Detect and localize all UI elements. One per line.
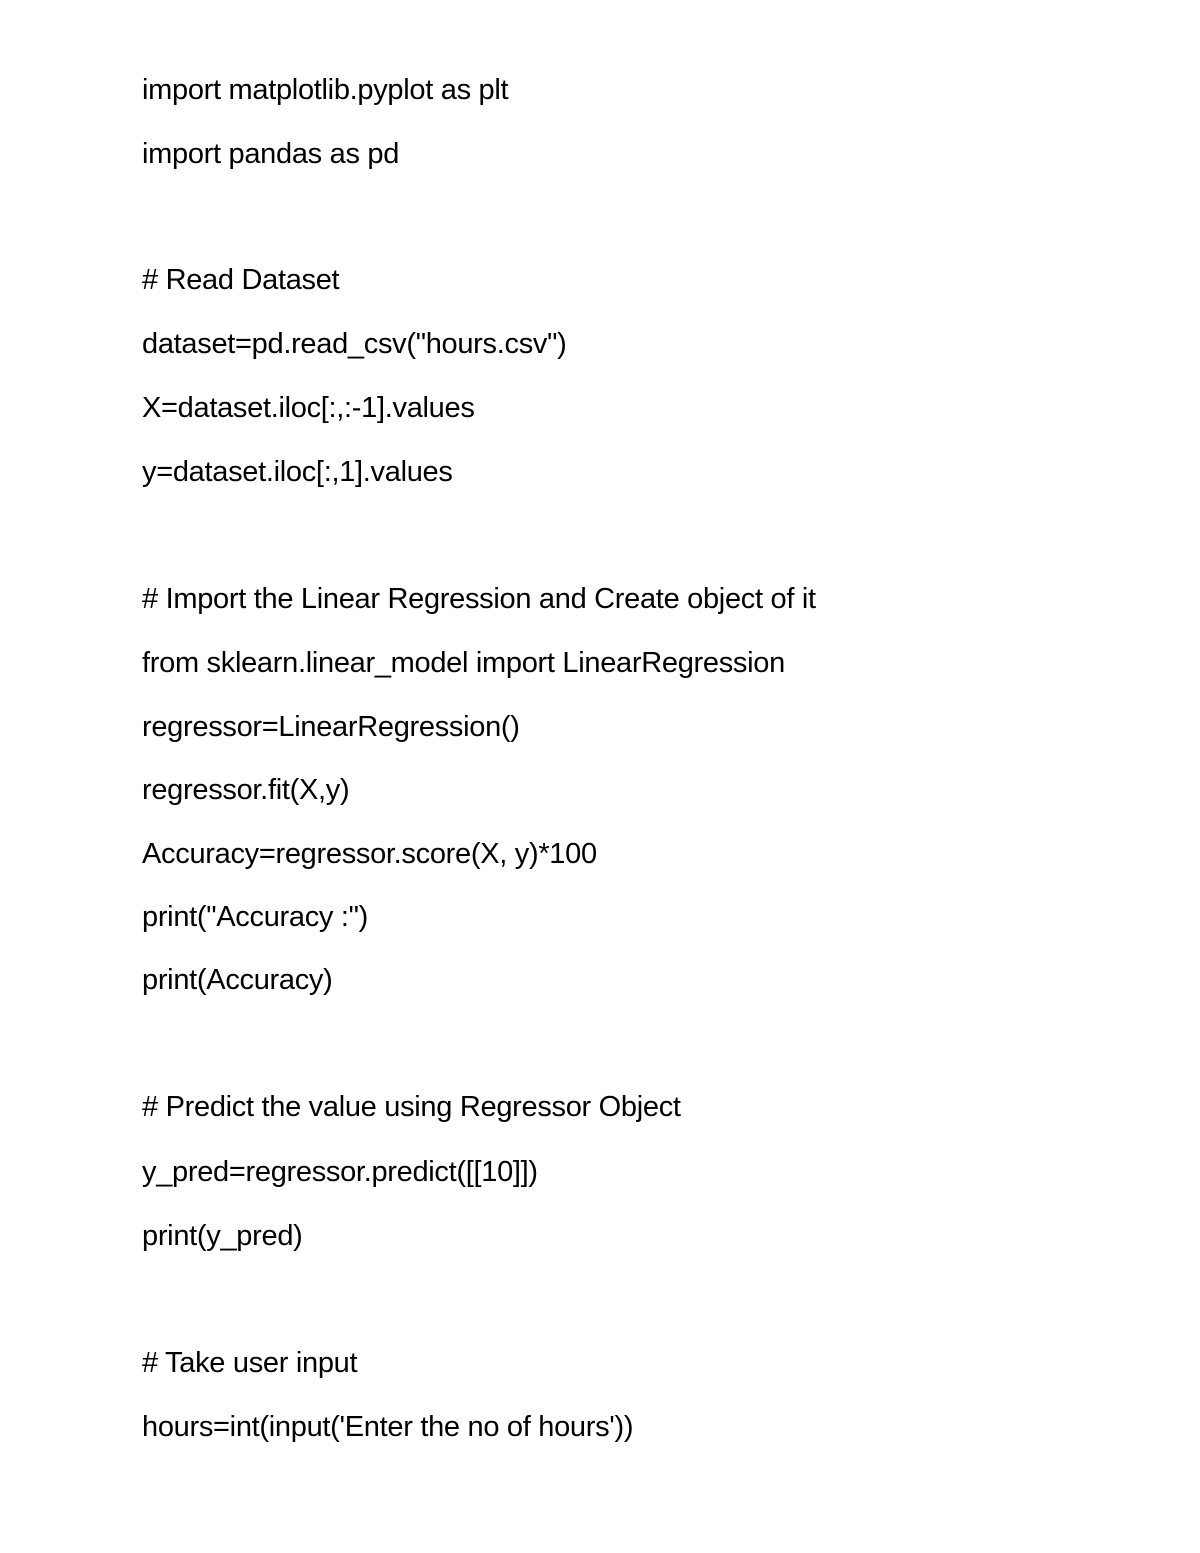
code-line-fit: regressor.fit(X,y)	[142, 774, 350, 806]
code-line-print-prediction: print(y_pred)	[142, 1220, 303, 1252]
code-line-import-sklearn: from sklearn.linear_model import LinearRegression	[142, 647, 785, 679]
code-line-print-accuracy-label: print("Accuracy :")	[142, 901, 368, 933]
comment-read-dataset: # Read Dataset	[142, 264, 340, 296]
code-line-read-csv: dataset=pd.read_csv("hours.csv")	[142, 328, 567, 360]
code-line-accuracy: Accuracy=regressor.score(X, y)*100	[142, 838, 597, 870]
code-line-create-regressor: regressor=LinearRegression()	[142, 711, 520, 743]
comment-predict-value: # Predict the value using Regressor Object	[142, 1091, 681, 1123]
code-line-predict: y_pred=regressor.predict([[10]])	[142, 1156, 538, 1188]
code-line-import-pandas: import pandas as pd	[142, 138, 400, 170]
comment-import-linear-regression: # Import the Linear Regression and Create object of it	[142, 583, 816, 615]
code-line-print-accuracy: print(Accuracy)	[142, 964, 333, 996]
comment-take-user-input: # Take user input	[142, 1347, 358, 1379]
code-line-x-values: X=dataset.iloc[:,:-1].values	[142, 392, 475, 424]
code-line-hours-input: hours=int(input('Enter the no of hours'))	[142, 1411, 634, 1443]
code-line-import-matplotlib: import matplotlib.pyplot as plt	[142, 74, 509, 106]
code-line-y-values: y=dataset.iloc[:,1].values	[142, 456, 453, 488]
